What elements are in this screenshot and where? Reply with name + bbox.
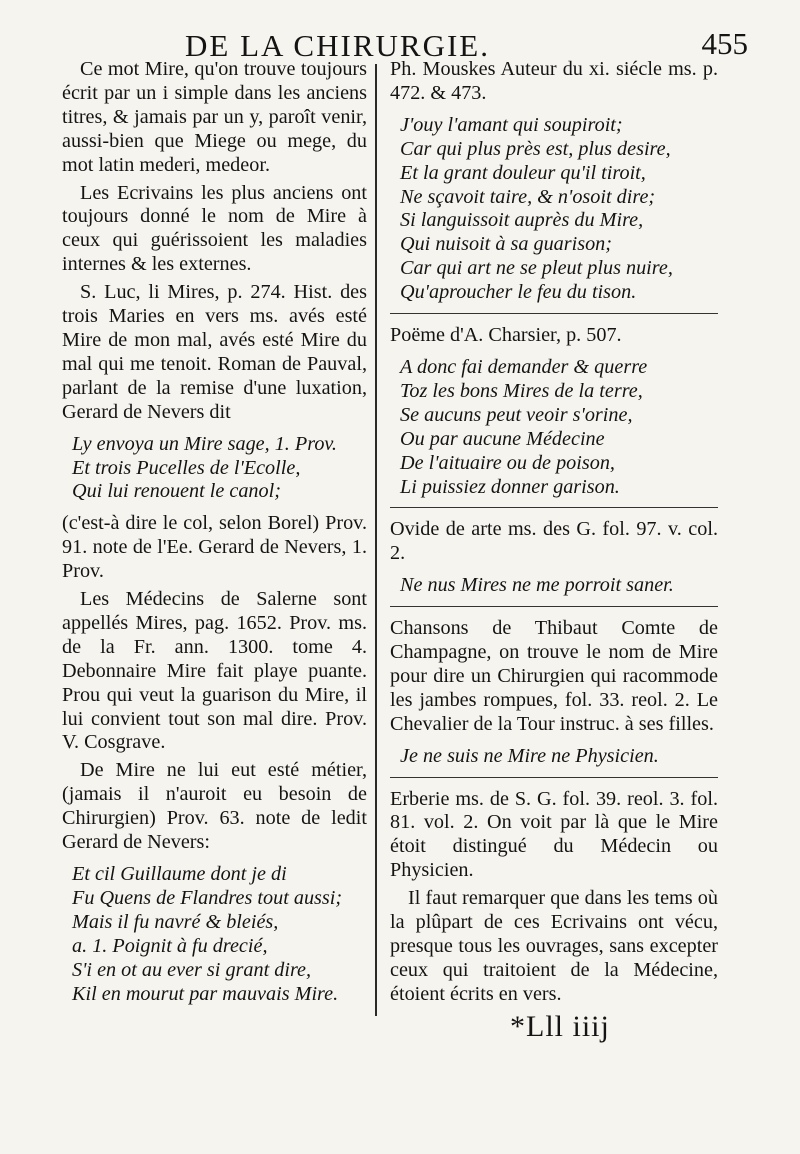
rule [390,777,718,778]
verse-line: Car qui art ne se pleut plus nuire, [400,257,673,280]
paragraph: S. Luc, li Mires, p. 274. Hist. des trois Maries en vers ms. avés esté Mire de mon mal, avés esté Mire du mal qui me tenoit. Roman de Pauval, parlant de la remise d'une luxation, Gerard de Nevers dit [62,281,367,423]
rule [390,313,718,314]
paragraph: Chansons de Thibaut Comte de Champagne, on trouve le nom de Mire pour dire un Chirurgien qui racommode les jambes rompues, fol. 33. reol. 2. Le Chevalier de la Tour instruc. à ses filles. [390,617,718,735]
rule [390,606,718,607]
verse-line: Ly envoya un Mire sage, 1. Prov. [72,432,337,455]
verse-line: a. 1. Poignit à fu drecié, [72,934,268,957]
verse-line: Qui nuisoit à sa guarison; [400,233,612,256]
verse-line: J'ouy l'amant qui soupiroit; [400,113,623,136]
paragraph: De Mire ne lui eut esté métier, (jamais il n'auroit eu besoin de Chirurgien) Prov. 63. note de ledit Gerard de Nevers: [62,759,367,854]
verse-block [400,114,718,305]
paragraph: Les Ecrivains les plus anciens ont toujours donné le nom de Mire à ceux qui guérissoient les maladies internes & les externes. [62,181,367,276]
citation: Ph. Mouskes Auteur du xi. siécle ms. p. 472. & 473. [390,58,718,104]
verse-block [72,863,367,1006]
verse-line: Je ne suis ne Mire ne Physicien. [400,744,659,767]
verse-block [400,745,718,769]
column-divider [375,64,377,1016]
right-column [390,58,718,1011]
verse-line: Qu'aproucher le feu du tison. [400,281,637,304]
left-column [62,58,367,1014]
verse-line: Qui lui renouent le canol; [72,480,281,503]
verse-block [400,574,718,598]
verse-line: Si languissoit auprès du Mire, [400,209,644,232]
paragraph: Il faut remarquer que dans les tems où la plûpart de ces Ecrivains ont vécu, presque tous les ouvrages, sans excepter ceux qui traitoient de la Médecine, étoient écrits en vers. [390,887,718,1005]
rule [390,507,718,508]
paragraph: (c'est-à dire le col, selon Borel) Prov. 91. note de l'Ee. Gerard de Nevers, 1. Prov. [62,512,367,583]
citation: Poëme d'A. Charsier, p. 507. [390,324,622,347]
verse-line: Kil en mourut par mauvais Mire. [72,982,339,1005]
verse-line: Et la grant douleur qu'il tiroit, [400,161,646,184]
verse-line: Li puissiez donner garison. [400,475,620,498]
citation: Ovide de arte ms. des G. fol. 97. v. col. 2. [390,518,718,565]
paragraph: Les Médecins de Salerne sont appellés Mires, pag. 1652. Prov. ms. de la Fr. ann. 1300. tome 4. Debonnaire Mire fait playe puante. Prou qui veut la guarison du Mire, il lui convient tout son mal dire. Prov. V. Cosgrave. [62,588,367,754]
verse-line: Car qui plus près est, plus desire, [400,137,671,160]
verse-line: Ou par aucune Médecine [400,427,605,450]
verse-line: Toz les bons Mires de la terre, [400,379,643,402]
verse-line: De l'aituaire ou de poison, [400,451,615,474]
verse-line: Et trois Pucelles de l'Ecolle, [72,456,301,479]
verse-block [400,356,718,499]
verse-line: Fu Quens de Flandres tout aussi; [72,886,343,909]
verse-line: Mais il fu navré & bleiés, [72,910,279,933]
running-title: DE LA CHIRURGIE. [185,28,490,63]
paragraph: Erberie ms. de S. G. fol. 39. reol. 3. fol. 81. vol. 2. On voit par là que le Mire étoit distingué du Médecin ou Physicien. [390,787,718,882]
paragraph: Ce mot Mire, qu'on trouve toujours écrit par un i simple dans les anciens titres, & jamais par un y, paroît venir, aussi-bien que Miege ou mege, du mot latin mederi, medeor. [62,58,367,176]
verse-line: A donc fai demander & querre [400,355,648,378]
page-number: 455 [701,26,748,61]
signature-mark: *Lll iiij [510,1010,610,1043]
verse-line: Se aucuns peut veoir s'orine, [400,403,633,426]
verse-line: Ne sçavoit taire, & n'osoit dire; [400,185,656,208]
verse-line: Ne nus Mires ne me porroit saner. [400,574,674,597]
verse-line: Et cil Guillaume dont je di [72,863,287,885]
verse-line: S'i en ot au ever si grant dire, [72,958,312,981]
verse-block [72,433,367,505]
